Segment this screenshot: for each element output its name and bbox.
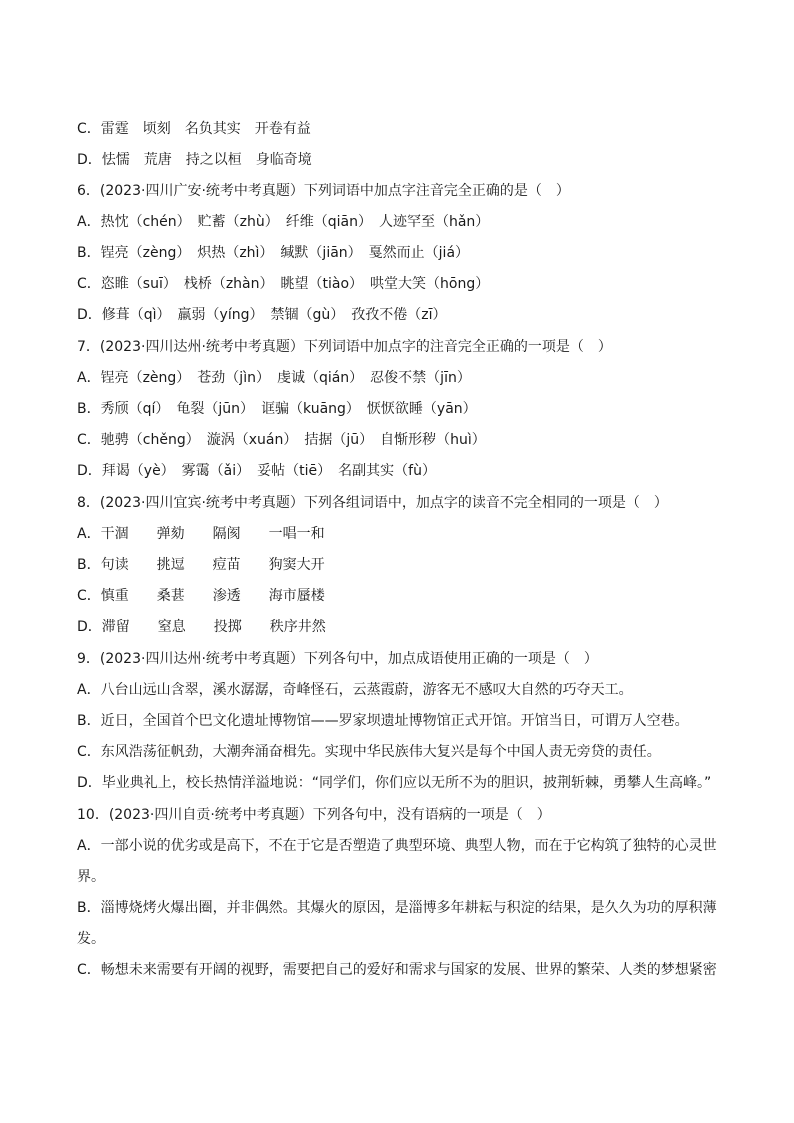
option-6a: A．热忱（chén） 贮蓄（zhù） 纤维（qiān） 人迹罕至（hǎn） — [77, 214, 490, 230]
option-9b: B．近日，全国首个巴文化遗址博物馆——罗家坝遗址博物馆正式开馆。开馆当日，可谓万人空巷。 — [77, 713, 689, 729]
option-7d: D．拜谒（yè） 雾霭（ǎi） 妥帖（tiē） 名副其实（fù） — [77, 463, 436, 479]
option-9a: A．八台山远山含翠，溪水潺潺，奇峰怪石，云蒸霞蔚，游客无不感叹大自然的巧夺天工。 — [77, 682, 633, 698]
option-6d: D．修葺（qì） 羸弱（yíng） 禁锢（gù） 孜孜不倦（zī） — [77, 307, 447, 323]
option-7b: B．秀颀（qí） 龟裂（jūn） 诓骗（kuāng） 恹恹欲睡（yān） — [77, 401, 477, 417]
question-10: 10．(2023·四川自贡·统考中考真题）下列各句中，没有语病的一项是（ ） — [77, 807, 551, 823]
option-9d: D．毕业典礼上，校长热情洋溢地说：“同学们，你们应以无所不为的胆识，披荆斩棘，勇攀人生高峰。” — [77, 775, 712, 791]
option-8c: C．慎重 桑葚 渗透 海市蜃楼 — [77, 588, 325, 604]
option-8b: B．句读 挑逗 痘苗 狗窦大开 — [77, 557, 325, 573]
option-8d: D．滞留 窒息 投掷 秩序井然 — [77, 619, 326, 635]
option-6b: B．锃亮（zèng） 炽热（zhì） 缄默（jiān） 戛然而止（jiá） — [77, 245, 470, 261]
question-6: 6．(2023·四川广安·统考中考真题）下列词语中加点字注音完全正确的是（ ） — [77, 183, 570, 199]
option-8a: A．干涸 弹劾 隔阂 一唱一和 — [77, 526, 325, 542]
option-9c: C．东风浩荡征帆劲，大潮奔涌奋楫先。实现中华民族伟大复兴是每个中国人责无旁贷的责任。 — [77, 744, 661, 760]
option-10a-line1: A．一部小说的优劣或是高下，不在于它是否塑造了典型环境、典型人物，而在于它构筑了独特的心灵世 — [77, 838, 717, 854]
option-5c: C．雷霆 顷刻 名负其实 开卷有益 — [77, 121, 311, 137]
question-8: 8．(2023·四川宜宾·统考中考真题）下列各组词语中，加点字的读音不完全相同的一项是（ ） — [77, 495, 668, 511]
option-7c: C．驰骋（chěng） 漩涡（xuán） 拮据（jū） 自惭形秽（huì） — [77, 432, 486, 448]
option-10b-line2: 发。 — [77, 931, 105, 947]
option-10b-line1: B．淄博烧烤火爆出圈，并非偶然。其爆火的原因，是淄博多年耕耘与积淀的结果，是久久为功的厚积薄 — [77, 900, 717, 916]
option-6c: C．恣睢（suī） 栈桥（zhàn） 眺望（tiào） 哄堂大笑（hōng） — [77, 276, 490, 292]
option-10a-line2: 界。 — [77, 869, 105, 885]
option-7a: A．锃亮（zèng） 苍劲（jìn） 虔诚（qián） 忍俊不禁（jīn） — [77, 370, 471, 386]
option-10c-line1: C．畅想未来需要有开阔的视野，需要把自己的爱好和需求与国家的发展、世界的繁荣、人类的梦想紧密 — [77, 962, 717, 978]
option-5d: D．怯懦 荒唐 持之以桓 身临奇境 — [77, 152, 312, 168]
question-9: 9．(2023·四川达州·统考中考真题）下列各句中，加点成语使用正确的一项是（ ） — [77, 651, 598, 667]
question-7: 7．(2023·四川达州·统考中考真题）下列词语中加点字的注音完全正确的一项是（ ） — [77, 339, 612, 355]
